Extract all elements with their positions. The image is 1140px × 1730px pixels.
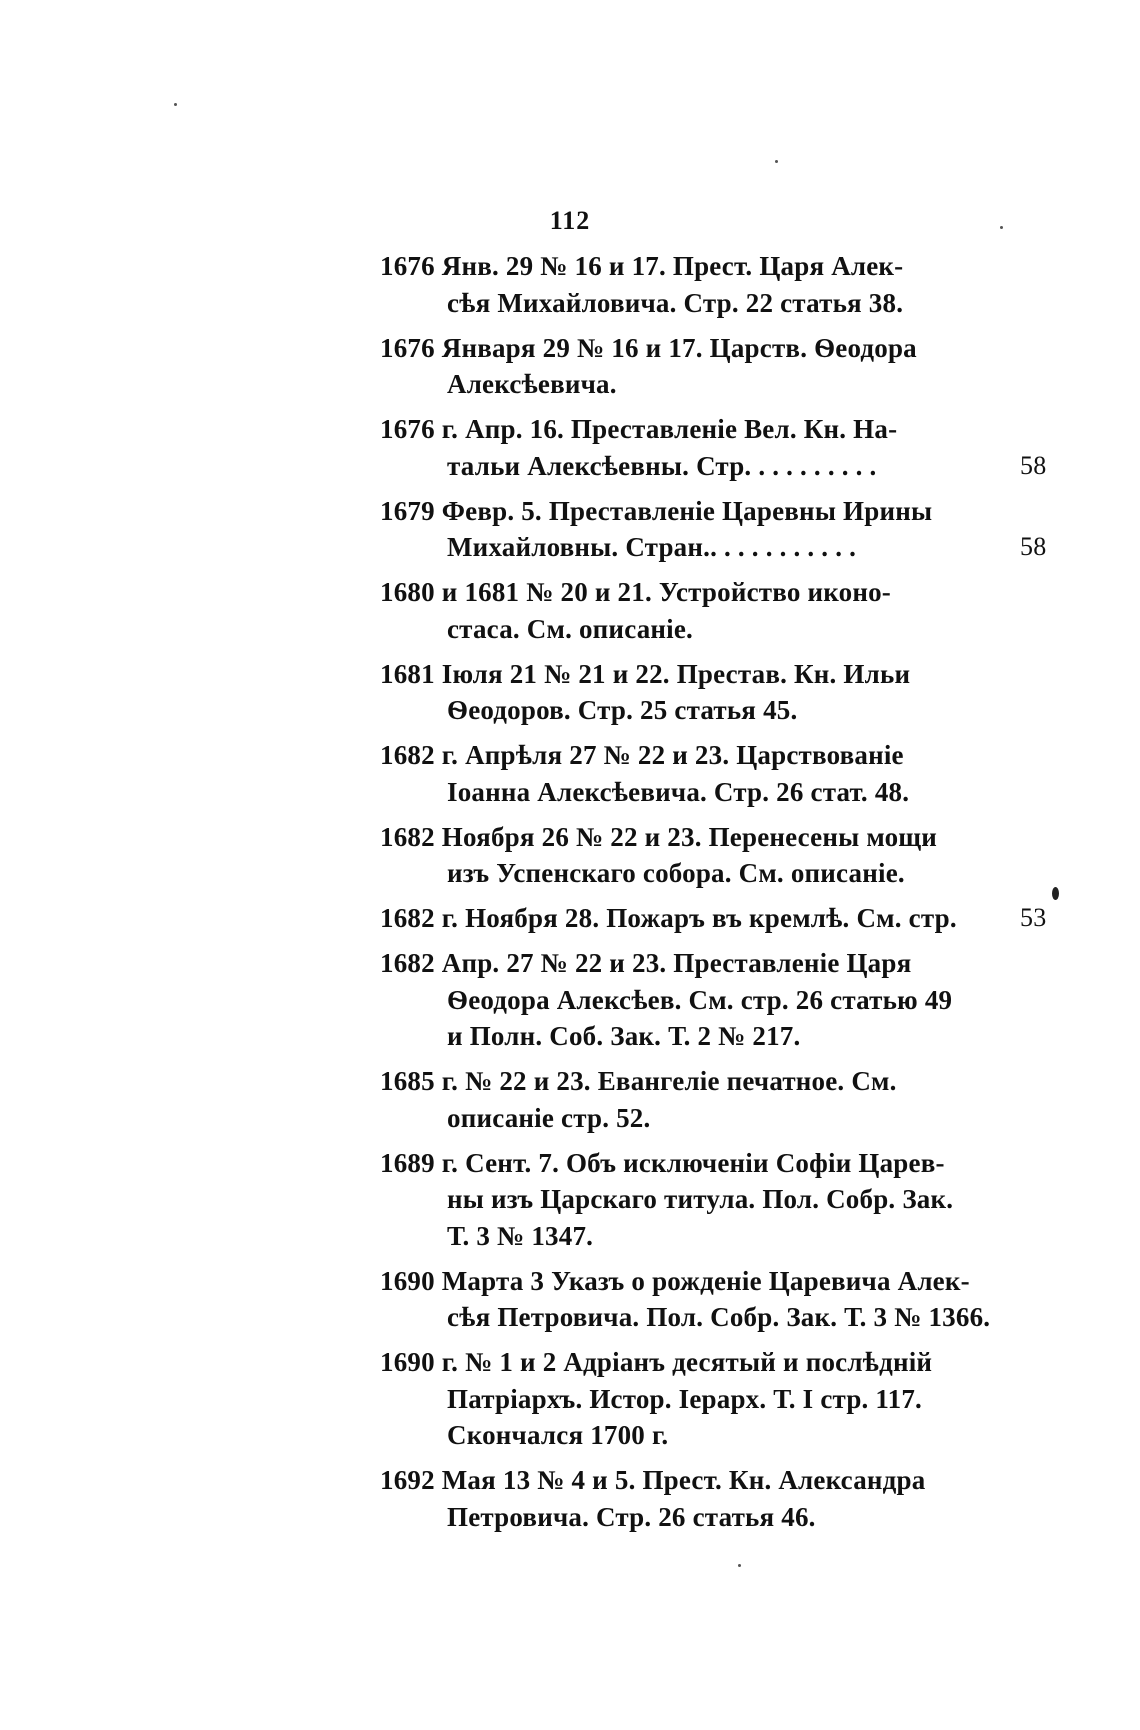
entry-continuation-line: изъ Успенскаго собора. См. описаніе.	[447, 858, 905, 888]
entry-first-line: 1689 г. Сент. 7. Объ исключеніи Софіи Царев-	[380, 1147, 945, 1178]
entry-first-line: 1690 Марта 3 Указъ о рожденіе Царевича Алек-	[380, 1265, 970, 1296]
entry-first-line: 1682 г. Ноября 28. Пожаръ въ кремлѣ. См. стр.	[380, 903, 957, 933]
ink-speck	[1052, 887, 1059, 900]
entry-continuation-line: стаса. См. описаніе.	[447, 613, 693, 644]
chronology-entry	[380, 819, 980, 892]
entry-first-line: 1676 Янв. 29 № 16 и 17. Прест. Царя Алек-	[380, 251, 904, 281]
chronology-entry	[380, 411, 1047, 484]
margin-page-reference: 58	[1020, 450, 1047, 480]
entry-continuation-line: Петровича. Стр. 26 статья 46.	[447, 1501, 816, 1532]
paper-dot	[738, 1564, 741, 1567]
margin-page-reference: 58	[1020, 532, 1047, 561]
paper-dot	[1000, 226, 1003, 229]
entry-continuation-line: ны изъ Царскаго титула. Пол. Собр. Зак.	[447, 1184, 954, 1214]
entry-first-line: 1682 Ноября 26 № 22 и 23. Перенесены мощи	[380, 821, 938, 852]
entry-first-line: 1682 Апр. 27 № 22 и 23. Преставленіе Царя	[380, 948, 912, 978]
chronology-entry	[380, 945, 980, 1055]
chronology-entry	[380, 900, 1047, 937]
entry-continuation-line: Ѳеодора Алексѣев. См. стр. 26 статью 49	[447, 984, 953, 1015]
entry-continuation-line: сѣя Петровича. Пол. Собр. Зак. Т. 3 № 1366.	[447, 1302, 991, 1332]
chronology-entry	[380, 493, 1047, 566]
entry-first-line: 1692 Мая 13 № 4 и 5. Прест. Кн. Александра	[380, 1465, 926, 1495]
entry-first-line: 1682 г. Апрѣля 27 № 22 и 23. Царствованіе	[380, 740, 904, 770]
entry-first-line: 1690 г. № 1 и 2 Адріанъ десятый и послѣдній	[380, 1347, 933, 1377]
entry-continuation-line: Михайловны. Стран.. . . . . . . . . . .	[447, 532, 857, 562]
entry-continuation-line: Ѳеодоров. Стр. 25 статья 45.	[447, 695, 798, 725]
entry-continuation-line: сѣя Михайловича. Стр. 22 статья 38.	[447, 287, 904, 318]
chronology-entry	[380, 1263, 991, 1336]
chronology-entry	[380, 737, 980, 810]
entry-first-line: 1680 и 1681 № 20 и 21. Устройство иконо-	[380, 577, 891, 607]
chronology-entry	[380, 574, 980, 647]
chronology-entry	[380, 1344, 980, 1454]
chronology-entry	[380, 248, 980, 321]
chronology-entry	[380, 330, 980, 403]
entry-first-line: 1676 г. Апр. 16. Преставленіе Вел. Кн. На-	[380, 414, 898, 444]
paper-dot	[775, 160, 778, 163]
chronology-entry	[380, 656, 980, 729]
entry-continuation-line: тальи Алексѣевны. Стр. . . . . . . . . .	[447, 450, 877, 481]
chronology-list	[380, 248, 1047, 1544]
entry-continuation-line: описаніе стр. 52.	[447, 1102, 651, 1133]
entry-continuation-line: Т. 3 № 1347.	[447, 1220, 594, 1251]
chronology-entry	[380, 1063, 980, 1136]
entry-first-line: 1685 г. № 22 и 23. Евангеліе печатное. См.	[380, 1066, 897, 1096]
entry-continuation-line: и Полн. Соб. Зак. Т. 2 № 217.	[447, 1021, 801, 1051]
entry-first-line: 1679 Февр. 5. Преставленіе Царевны Ирины	[380, 495, 933, 526]
entry-first-line: 1681 Іюля 21 № 21 и 22. Престав. Кн. Ильи	[380, 658, 911, 689]
chronology-entry	[380, 1145, 980, 1255]
margin-page-reference: 53	[1020, 903, 1047, 932]
entry-continuation-line: Патріархъ. Истор. Іерарх. Т. I стр. 117.	[447, 1383, 922, 1414]
entry-continuation-line: Алексѣевича.	[447, 369, 617, 399]
page-number: 112	[549, 206, 591, 235]
entry-first-line: 1676 Января 29 № 16 и 17. Царств. Ѳеодора	[380, 332, 917, 363]
paper-dot	[174, 103, 177, 106]
entry-continuation-line: Скончался 1700 г.	[447, 1420, 669, 1450]
chronology-entry	[380, 1462, 980, 1535]
entry-continuation-line: Іоанна Алексѣевича. Стр. 26 стат. 48.	[447, 776, 910, 807]
